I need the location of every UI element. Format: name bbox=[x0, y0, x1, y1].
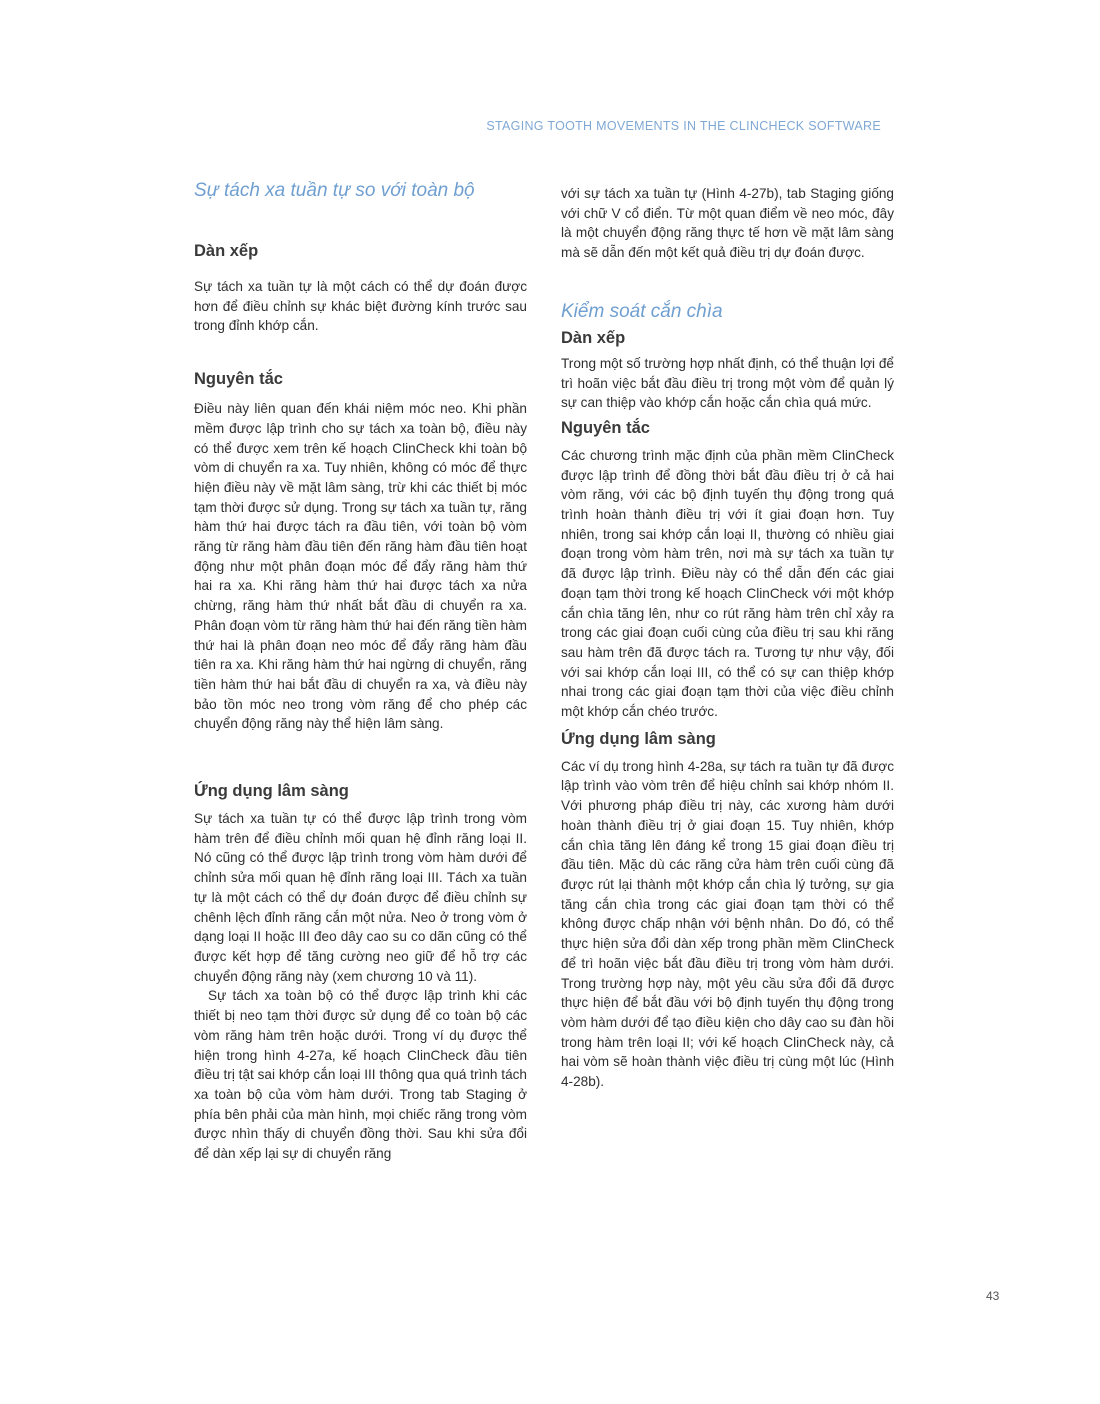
paragraph-continuation: với sự tách xa tuần tự (Hình 4-27b), tab Staging giống với chữ V cổ điển. Từ một quan điểm về neo móc, đây là một chuyển động răng thực tế hơn về mặt lâm sàng mà sẽ dẫn đến một kết quả điều trị dự đoán được. bbox=[561, 186, 894, 261]
left-column bbox=[194, 180, 527, 1164]
right-column bbox=[561, 184, 894, 1092]
paragraph-staging-right: Trong một số trường hợp nhất định, có thể thuận lợi để trì hoãn việc bắt đầu điều trị trong một vòm để quản lý sự can thiệp vào khớp cắn hoặc cắn chìa quá mức. bbox=[561, 355, 894, 411]
section-title-sequential-distalization: Sự tách xa tuần tự so với toàn bộ bbox=[194, 180, 475, 201]
page-number: 43 bbox=[986, 1289, 1000, 1303]
section-title-overjet-control: Kiểm soát cắn chìa bbox=[561, 300, 723, 322]
paragraph-staging: Sự tách xa tuần tự là một cách có thể dự đoán được hơn để điều chỉnh sự khác biệt đường kính trước sau trong đỉnh khớp cắn. bbox=[194, 279, 527, 334]
paragraph-principle: Điều này liên quan đến khái niệm móc neo. Khi phần mềm được lập trình cho sự tách xa toàn bộ, điều này có thể được xem trên kế hoạch ClinCheck khi toàn bộ vòm di chuyển ra xa. Tuy nhiên, không có móc để thực hiện điều này về mặt lâm sàng, trừ khi các thiết bị móc tạm thời được sử dụng. Trong sự tách xa tuần tự, răng hàm thứ hai được tách ra đầu tiên, với toàn bộ vòm răng từ răng hàm đầu tiên đến răng hàm đầu tiên hoạt động như một phân đoạn móc để đẩy răng hàm thứ hai ra xa. Khi răng hàm thứ hai được tách xa nửa chừng, răng hàm thứ nhất bắt đầu di chuyển ra xa. Phân đoạn vòm từ răng hàm thứ hai đến răng tiền hàm thứ hai là phân đoạn neo móc để đẩy răng hàm đầu tiên ra xa. Khi răng hàm thứ hai ngừng di chuyển, răng tiền hàm thứ hai bắt đầu di chuyển ra xa, và điều này bảo tồn móc neo trong vòm răng để cho phép các chuyển động răng này thể hiện lâm sàng. bbox=[194, 401, 527, 732]
heading-principle: Nguyên tắc bbox=[194, 370, 283, 389]
heading-staging-right: Dàn xếp bbox=[561, 328, 626, 347]
heading-staging: Dàn xếp bbox=[194, 242, 259, 260]
paragraph-clinical-application-right: Các ví dụ trong hình 4-28a, sự tách ra tuần tự đã được lập trình vào vòm trên để hiệu chỉnh sai khớp nhóm II. Với phương pháp điều trị này, các xương hàm dưới hoàn thành điều trị ở giai đoạn 15. Tuy nhiên, khớp cắn chìa tăng lên đáng kể trong 15 giai đoạn điều trị đầu tiên. Mặc dù các răng cửa hàm trên cuối cùng đã được rút lại thành một khớp cắn chìa lý tưởng, sự gia tăng cắn chìa trong các giai đoạn tạm thời có thể không được chấp nhận với bệnh nhân. Do đó, có thể thực hiện sửa đổi dàn xếp trong phần mềm ClinCheck để trì hoãn việc bắt đầu điều trị trong vòm hàm dưới. Trong trường hợp này, một yêu cầu sửa đổi đã được thực hiện để bắt đầu với bộ định tuyến thụ động trong vòm hàm dưới để tạo điều kiện cho dây cao su đàn hồi trong hàm trên loại II; với kế hoạch ClinCheck này, cả hai vòm sẽ hoàn thành việc điều trị cùng một lúc (Hình 4-28b). bbox=[561, 758, 894, 1090]
running-head: STAGING TOOTH MOVEMENTS IN THE CLINCHECK SOFTWARE bbox=[486, 119, 881, 133]
heading-clinical-application: Ứng dụng lâm sàng bbox=[194, 782, 349, 801]
paragraph-clinical-application-2: Sự tách xa toàn bộ có thể được lập trình khi các thiết bị neo tạm thời được sử dụng để co toàn bộ các vòm răng hàm trên hoặc dưới. Trong ví dụ được thể hiện trong hình 4-27a, kế hoạch ClinCheck đầu tiên điều trị tật sai khớp cắn loại III thông qua quá trình tách xa toàn bộ của vòm hàm dưới. Trong tab Staging ở phía bên phải của màn hình, mọi chiếc răng trong vòm được nhìn thấy di chuyển đồng thời. Sau khi sửa đổi để dàn xếp lại sự di chuyển răng bbox=[194, 988, 527, 1162]
heading-clinical-application-right: Ứng dụng lâm sàng bbox=[561, 729, 716, 748]
paragraph-principle-right: Các chương trình mặc định của phần mềm ClinCheck được lập trình để đồng thời bắt đầu điều trị ở cả hai vòm răng, với các bộ định tuyến thụ động trong quá trình hoàn thành điều trị với ít giai đoạn hơn. Tuy nhiên, trong sai khớp cắn loại II, thường có nhiều giai đoạn trong vòm hàm trên, nơi mà sự tách xa tuần tự đã được lập trình. Điều này có thể dẫn đến các giai đoạn tạm thời trong kế hoạch ClinCheck với một khớp cắn chìa tăng lên, như co rút răng hàm trên chỉ xảy ra trong các giai đoạn cuối cùng của điều trị sau khi răng sau hàm trên đã được tách ra. Tương tự như vậy, đối với sai khớp cắn loại III, có thể có sự can thiệp khớp nhai trong các giai đoạn tạm thời của việc điều chỉnh một khớp cắn chéo trước. bbox=[561, 447, 894, 720]
paragraph-clinical-application-1: Sự tách xa tuần tự có thể được lập trình trong vòm hàm trên để điều chỉnh mối quan hệ đỉnh răng loại II. Nó cũng có thể được lập trình trong vòm hàm dưới để chỉnh sửa mối quan hệ đỉnh răng loại III. Tách xa tuần tự là một cách có thể dự đoán được để điều chỉnh sự chênh lệch đỉnh răng cắn một nửa. Neo ở trong vòm ở dạng loại II hoặc III đeo dây cao su co dãn cũng có thể được kết hợp để tăng cường neo giữ để hỗ trợ các chuyển động răng này (xem chương 10 và 11). bbox=[194, 811, 527, 984]
heading-principle-right: Nguyên tắc bbox=[561, 418, 650, 437]
